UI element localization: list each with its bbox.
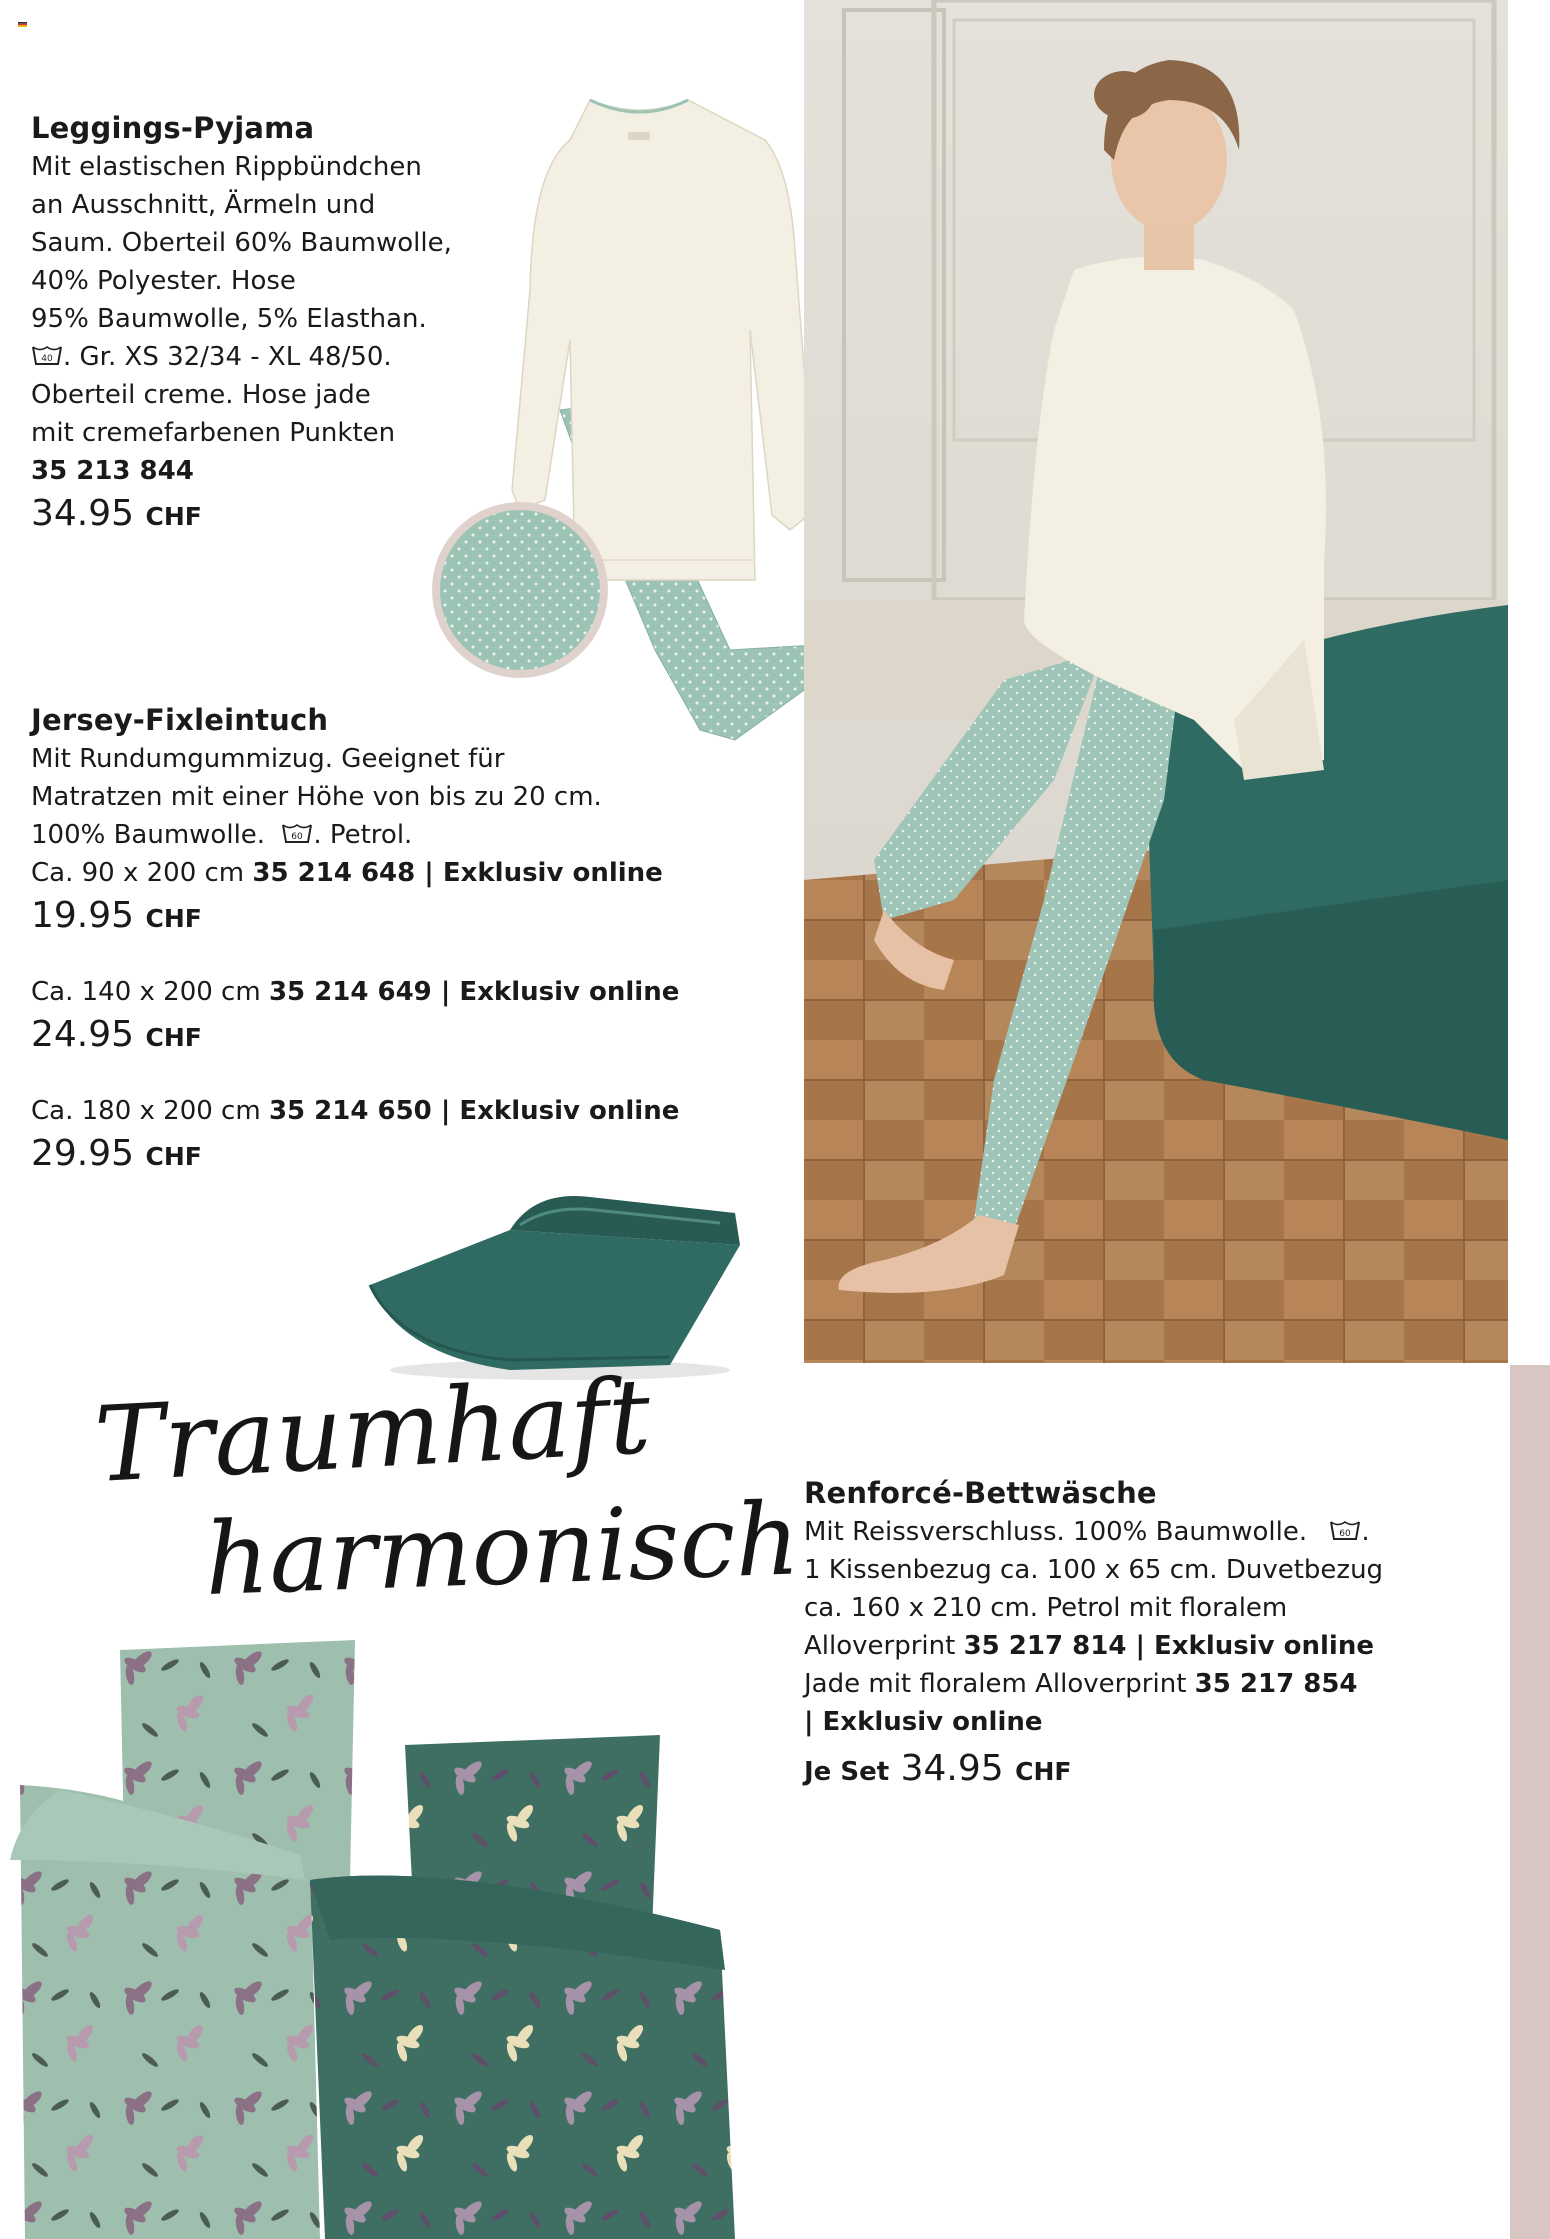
variant-size: Ca. 90 x 200 cm xyxy=(31,858,245,888)
desc-line: Saum. Oberteil 60% Baumwolle, xyxy=(31,228,452,258)
pyjama-price xyxy=(31,492,461,539)
color: . Petrol. xyxy=(313,820,413,850)
price-value: 34.95 xyxy=(900,1748,1004,1789)
fitted-sheet-info xyxy=(31,700,711,1179)
article-number: 35 213 844 xyxy=(31,456,194,486)
desc-line xyxy=(804,1513,1504,1551)
wash-temp: 60 xyxy=(291,832,304,842)
bedding-description xyxy=(804,1513,1504,1741)
desc-line: Matratzen mit einer Höhe von bis zu 20 cm. xyxy=(31,782,602,812)
price-value: 29.95 xyxy=(31,1133,135,1174)
desc-line: Mit elastischen Rippbündchen xyxy=(31,152,422,182)
price-currency: CHF xyxy=(145,1023,202,1052)
variant-size-line xyxy=(31,1092,711,1130)
pyjama-title: Leggings-Pyjama xyxy=(31,111,315,145)
wash-temp: 60 xyxy=(1339,1529,1352,1539)
price-currency: CHF xyxy=(145,502,202,531)
variant-size-line xyxy=(31,854,711,892)
article-number: 35 217 814 | Exklusiv online xyxy=(963,1631,1374,1661)
lifestyle-photo xyxy=(804,0,1508,1363)
pyjama-description xyxy=(31,148,461,490)
color-line: Oberteil creme. Hose jade xyxy=(31,380,371,410)
wash-40-icon xyxy=(31,343,63,367)
pyjama-product-image xyxy=(420,90,840,760)
size-line xyxy=(31,338,461,376)
desc-line: ca. 160 x 210 cm. Petrol mit floralem xyxy=(804,1593,1288,1623)
price-currency: CHF xyxy=(145,1142,202,1171)
price-value: 19.95 xyxy=(31,895,135,936)
desc-line: Mit Rundumgummizug. Geeignet für xyxy=(31,744,505,774)
size-range: . Gr. XS 32/34 - XL 48/50. xyxy=(63,342,392,372)
desc-text: Mit Reissverschluss. 100% Baumwolle. xyxy=(804,1517,1308,1547)
desc-line: 40% Polyester. Hose xyxy=(31,266,296,296)
desc-line: 95% Baumwolle, 5% Elasthan. xyxy=(31,304,427,334)
variant-size: Ca. 180 x 200 cm xyxy=(31,1096,261,1126)
accent-strip xyxy=(1510,1365,1550,2239)
desc-line: an Ausschnitt, Ärmeln und xyxy=(31,190,376,220)
price-currency: CHF xyxy=(145,904,202,933)
desc-line xyxy=(804,1665,1504,1703)
color-line: mit cremefarbenen Punkten xyxy=(31,418,396,448)
price-value: 34.95 xyxy=(31,493,135,534)
material: 100% Baumwolle. xyxy=(31,820,266,850)
variant-article: 35 214 648 | Exklusiv online xyxy=(252,858,663,888)
fitted-sheet-image xyxy=(360,1185,750,1385)
headline-line-2: harmonisch xyxy=(202,1480,802,1618)
bedding-title: Renforcé-Bettwäsche xyxy=(804,1476,1157,1510)
fitted-sheet-title: Jersey-Fixleintuch xyxy=(31,703,329,737)
bedding-info xyxy=(804,1473,1504,1794)
variant-article: 35 214 649 | Exklusiv online xyxy=(268,977,680,1007)
price-currency: CHF xyxy=(1015,1757,1072,1786)
flag-icon xyxy=(18,22,27,27)
headline-line-1: Traumhaft xyxy=(91,1354,654,1506)
article-suffix: | Exklusiv online xyxy=(804,1707,1043,1737)
desc-text: Alloverprint xyxy=(804,1631,964,1661)
wash-60-icon xyxy=(281,821,313,845)
article-number: 35 217 854 xyxy=(1194,1669,1358,1699)
variant-price xyxy=(31,1132,711,1179)
desc-text: . xyxy=(1361,1517,1370,1547)
desc-line xyxy=(804,1627,1504,1665)
variant-size-line xyxy=(31,973,711,1011)
fitted-sheet-description xyxy=(31,740,711,892)
variant-price xyxy=(31,1013,711,1060)
material-line xyxy=(31,816,711,854)
price-value: 24.95 xyxy=(31,1014,135,1055)
desc-line: 1 Kissenbezug ca. 100 x 65 cm. Duvetbezug xyxy=(804,1555,1384,1585)
price-prefix: Je Set xyxy=(804,1757,890,1787)
variant-article: 35 214 650 | Exklusiv online xyxy=(268,1096,680,1126)
wash-60-icon xyxy=(1329,1518,1361,1542)
bedding-product-image xyxy=(0,1640,750,2239)
variant-size: Ca. 140 x 200 cm xyxy=(31,977,261,1007)
bedding-price xyxy=(804,1747,1504,1794)
variant-price xyxy=(31,894,711,941)
desc-text: Jade mit floralem Alloverprint xyxy=(804,1669,1195,1699)
pyjama-info xyxy=(31,108,461,539)
wash-temp: 40 xyxy=(41,354,53,364)
